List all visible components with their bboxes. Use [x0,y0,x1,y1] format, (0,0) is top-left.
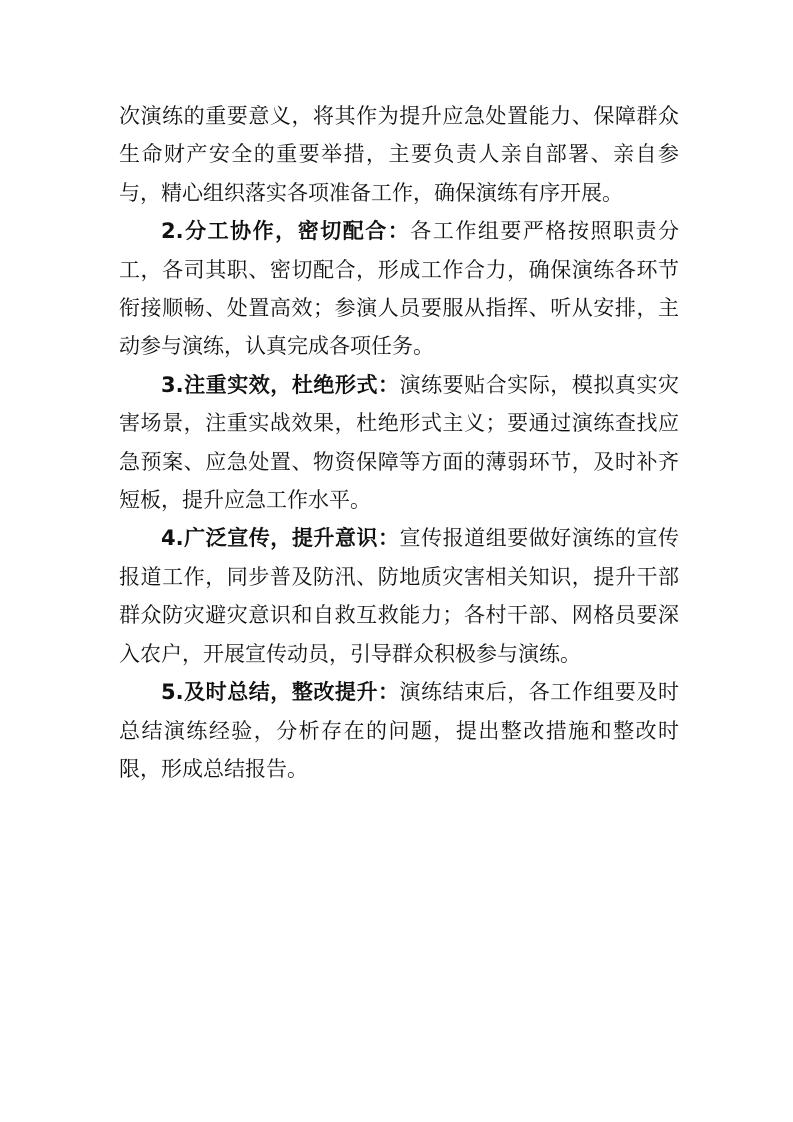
paragraph-item-3 [119,366,679,520]
paragraph-item-5 [119,673,679,788]
paragraph-item-2 [119,212,679,366]
paragraph-item-4 [119,519,679,673]
paragraph-text: 宣传报道组要做好演练的宣传报道工作，同步普及防汛、防地质灾害相关知识，提升干部群众防灾避灾意识和自救互救能力；各村干部、网格员要深入农户，开展宣传动员，引导群众积极参与演练。 [119,526,680,666]
paragraph-heading: 3.注重实效，杜绝形式： [161,372,400,397]
paragraph-text: 各工作组要严格按照职责分工，各司其职、密切配合，形成工作合力，确保演练各环节衔接顺畅、处置高效；参演人员要服从指挥、听从安排，主动参与演练，认真完成各项任务。 [119,219,679,359]
paragraph-text: 次演练的重要意义，将其作为提升应急处置能力、保障群众生命财产安全的重要举措，主要负责人亲自部署、亲自参与，精心组织落实各项准备工作，确保演练有序开展。 [119,104,679,205]
paragraph-heading: 4.广泛宣传，提升意识： [161,526,400,551]
document-body [119,97,679,788]
paragraph-text: 演练要贴合实际，模拟真实灾害场景，注重实战效果，杜绝形式主义；要通过演练查找应急预案、应急处置、物资保障等方面的薄弱环节，及时补齐短板，提升应急工作水平。 [119,372,680,513]
paragraph-heading: 2.分工协作，密切配合： [161,219,411,244]
paragraph-continuation [119,97,679,212]
paragraph-text: 演练结束后，各工作组要及时总结演练经验，分析存在的问题，提出整改措施和整改时限，形成总结报告。 [119,680,680,781]
paragraph-heading: 5.及时总结，整改提升： [161,680,400,705]
